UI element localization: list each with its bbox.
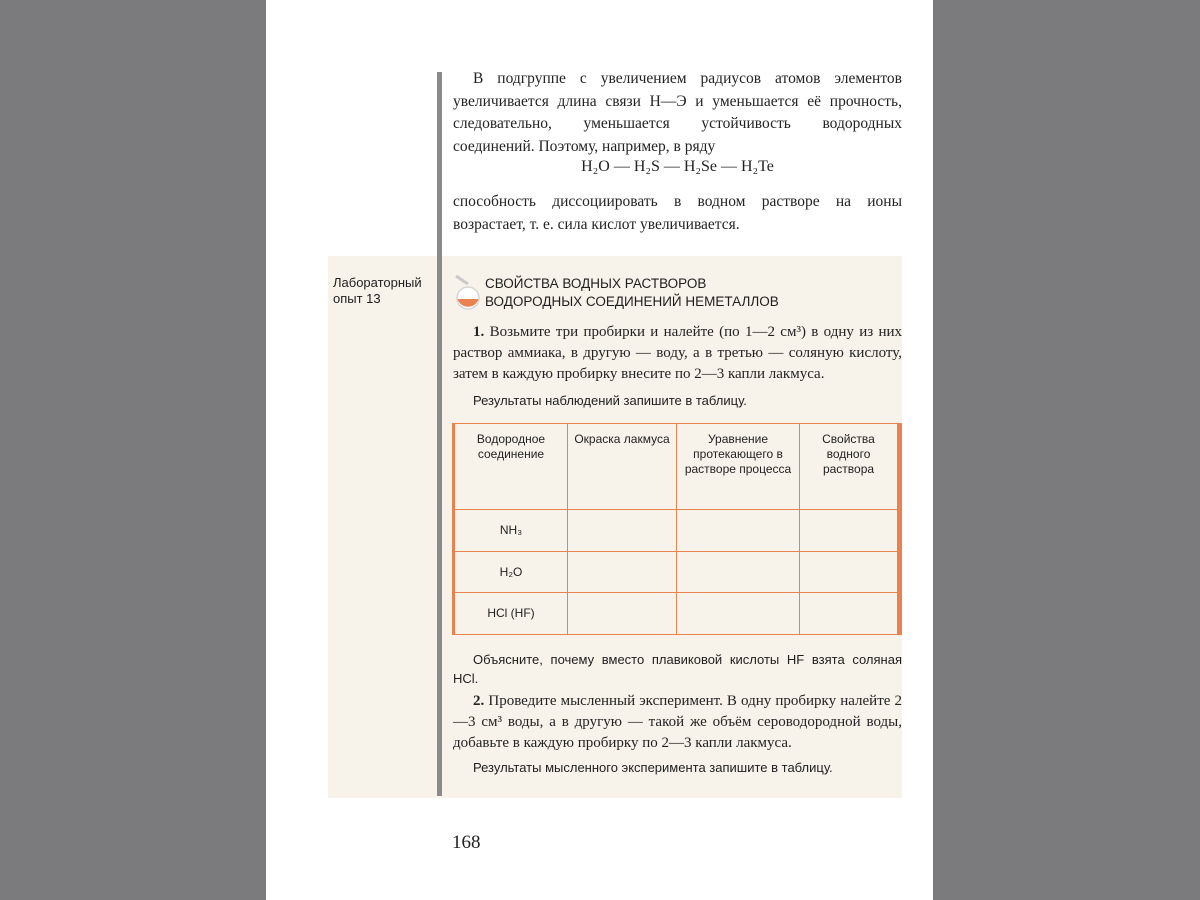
table-header: Водородное соединение: [454, 424, 568, 510]
table-cell-empty: [677, 551, 800, 593]
step-1: 1. Возьмите три пробирки и налейте (по 1—2 см³) в одну из них раствор аммиака, в другую — воду, а в третью — соляную кислоту, затем в каждую пробирку внесите по 2—3 капли лакмуса.: [453, 324, 903, 382]
table-cell-empty: [677, 510, 800, 552]
intro-paragraph: В подгруппе с увеличением радиусов атомов элементов увеличивается длина связи Н—Э и уменьшается её прочность, следовательно, уменьшается устойчивость водородных соединений. Поэтому, например, в ряду: [453, 70, 902, 155]
results-instruction-2: Результаты мысленного эксперимента запишите в таблицу.: [473, 760, 833, 775]
lab-section-title: СВОЙСТВА ВОДНЫХ РАСТВОРОВ ВОДОРОДНЫХ СОЕДИНЕНИЙ НЕМЕТАЛЛОВ: [485, 276, 779, 309]
margin-rule: [437, 72, 442, 796]
table-cell-compound: NH₃: [454, 510, 568, 552]
table-header-row: [454, 424, 900, 510]
observations-table: [452, 423, 902, 635]
explain-question: Объясните, почему вместо плавиковой кислоты HF взята соляная HCl.: [453, 652, 902, 686]
table-cell-empty: [800, 593, 900, 635]
formula-h2se: H₂Se: [683, 158, 717, 175]
formula-h2o: H₂O: [581, 158, 610, 175]
table-header: Окраска лакмуса: [568, 424, 677, 510]
table-cell-empty: [568, 551, 677, 593]
textbook-page: [266, 0, 933, 900]
table-row: [454, 593, 900, 635]
step-2: 2. Проведите мысленный эксперимент. В одну пробирку налейте 2—3 см³ воды, а в другую — такой же объём сероводородной воды, добавьте в каждую пробирку по 2—3 капли лакмуса.: [453, 693, 903, 751]
table-header: Свойства водного раствора: [800, 424, 900, 510]
conclusion-paragraph: способность диссоциировать в водном растворе на ионы возрастает, т. е. сила кислот увеличивается.: [453, 193, 902, 233]
table-cell-empty: [800, 510, 900, 552]
page-number: 168: [452, 832, 481, 853]
flask-icon: [452, 270, 484, 314]
table-cell-empty: [800, 551, 900, 593]
lab-experiment-label: Лабораторный опыт 13: [333, 275, 422, 306]
table-header: Уравнение протекающего в растворе процесса: [677, 424, 800, 510]
table-cell-compound: H₂O: [454, 551, 568, 593]
formula-series: H₂O — H₂S — H₂Se — H₂Te: [581, 158, 774, 175]
results-instruction-1: Результаты наблюдений запишите в таблицу.: [473, 393, 747, 408]
table-cell-empty: [568, 593, 677, 635]
formula-h2te: H₂Te: [740, 158, 774, 175]
formula-h2s: H₂S: [633, 158, 660, 175]
table-cell-compound: HCl (HF): [454, 593, 568, 635]
table-row: [454, 510, 900, 552]
table-row: [454, 551, 900, 593]
table-cell-empty: [568, 510, 677, 552]
table-cell-empty: [677, 593, 800, 635]
